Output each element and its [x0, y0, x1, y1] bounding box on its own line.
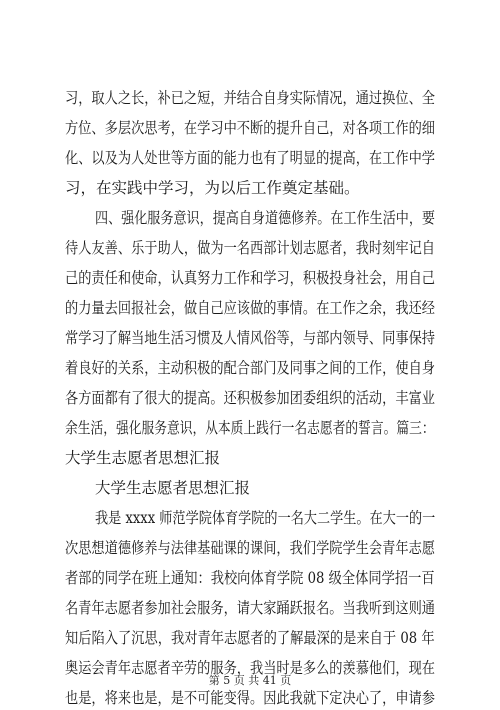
text-line: 者部的同学在班上通知：我校向体育学院 08 级全体同学招一百: [65, 569, 435, 587]
text-line: 名青年志愿者参加社会服务，请大家踊跃报名。当我听到这则通: [65, 599, 436, 617]
text-line: 方位、多层次思考，在学习中不断的提升自己，对各项工作的细: [65, 119, 436, 137]
text-line: 的力量去回报社会，做自己应该做的事情。在工作之余，我还经: [65, 299, 436, 317]
text-line: 习，取人之长，补已之短，并结合自身实际情况，通过换位、全: [65, 89, 436, 107]
text-line: 化、以及为人处世等方面的能力也有了明显的提高，在工作中学: [65, 149, 436, 167]
text-line: 奥运会青年志愿者辛劳的服务，我当时是多么的羡慕他们，现在: [65, 659, 436, 677]
text-line: 习，在实践中学习，为以后工作奠定基础。: [65, 179, 360, 197]
text-line: 待人友善、乐于助人，做为一名西部计划志愿者，我时刻牢记自: [65, 239, 436, 257]
text-line: 四、强化服务意识，提高自身道德修养。在工作生活中，要: [95, 209, 436, 227]
section-title: 大学生志愿者思想汇报: [95, 479, 251, 497]
text-line: 我是 xxxx 师范学院体育学院的一名大二学生。在大一的一: [95, 509, 436, 527]
text-line: 知后陷入了沉思，我对青年志愿者的了解最深的是来自于 08 年: [65, 629, 435, 647]
text-line: 也是，将来也是，是不可能变得。因此我就下定决心了，申请参: [65, 689, 436, 707]
section-heading: 大学生志愿者思想汇报: [65, 449, 221, 467]
text-line: 余生活，强化服务意识，从本质上践行一名志愿者的誓言。篇三：: [65, 419, 435, 437]
text-line: 着良好的关系，主动积极的配合部门及同事之间的工作，使自身: [65, 359, 436, 377]
page-number: 第 5 页 共 41 页: [208, 674, 292, 687]
text-line: 各方面都有了很大的提高。还积极参加团委组织的活动，丰富业: [65, 389, 436, 407]
page-footer: [0, 674, 500, 688]
text-line: 常学习了解当地生活习惯及人情风俗等，与部内领导、同事保持: [65, 329, 436, 347]
text-line: 己的责任和使命，认真努力工作和学习，积极投身社会，用自己: [65, 269, 436, 287]
text-line: 次思想道德修养与法律基础课的课间，我们学院学生会青年志愿: [65, 539, 436, 557]
